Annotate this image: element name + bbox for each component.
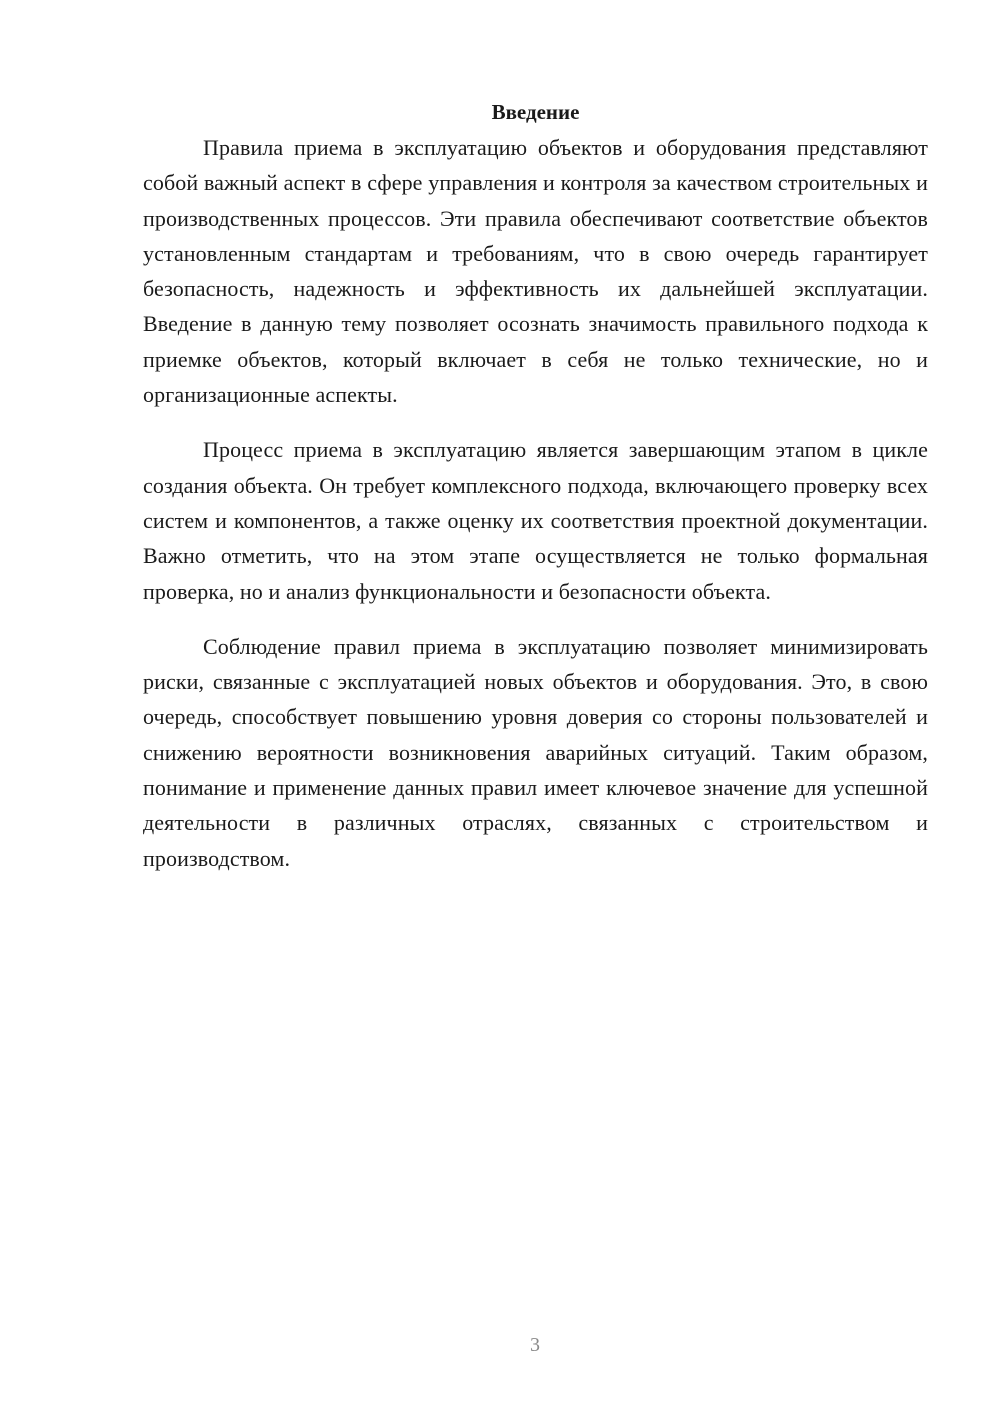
section-heading: Введение [491, 100, 580, 124]
paragraph-3: Соблюдение правил приема в эксплуатацию позволяет минимизировать риски, связанные с эксплуатацией новых объектов и оборудования. Это, в свою очередь, способствует повышению уровня доверия со стороны пользователей и снижению вероятности возникновения аварийных ситуаций. Таким образом, понимание и применение данных правил имеет ключевое значение для успешной деятельности в различных отраслях, связанных с строительством и производством. [143, 633, 928, 871]
page-number: 3 [530, 1334, 540, 1356]
paragraph-1: Правила приема в эксплуатацию объектов и оборудования представляют собой важный аспект в сфере управления и контроля за качеством строительных и производственных процессов. Эти правила обеспечивают соответствие объектов установленным стандартам и требованиям, что в свою очередь гарантирует безопасность, надежность и эффективность их дальнейшей эксплуатации. Введение в данную тему позволяет осознать значимость правильного подхода к приемке объектов, который включает в себя не только технические, но и организационные аспекты. [143, 135, 928, 408]
page-content [143, 95, 928, 896]
paragraph-2: Процесс приема в эксплуатацию является завершающим этапом в цикле создания объекта. Он требует комплексного подхода, включающего проверку всех систем и компонентов, а также оценку их соответствия проектной документации. Важно отметить, что на этом этапе осуществляется не только формальная проверка, но и анализ функциональности и безопасности объекта. [143, 437, 928, 604]
